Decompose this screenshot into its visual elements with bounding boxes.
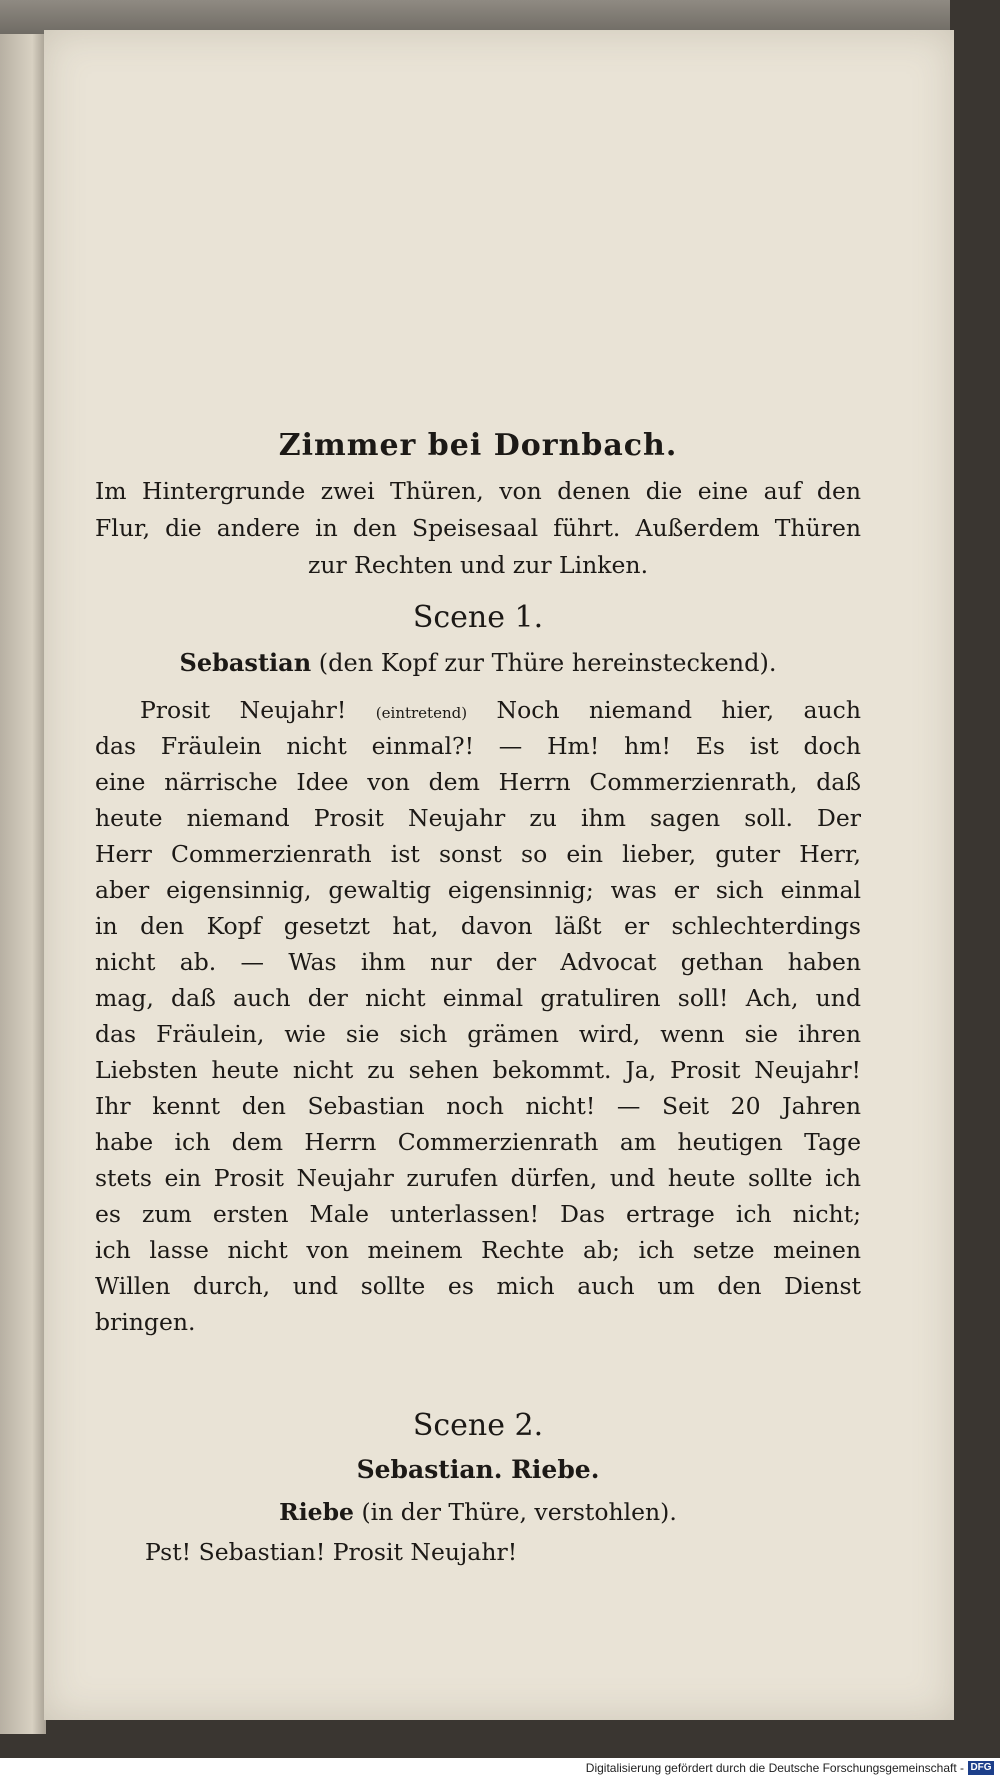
speech-line: bringen. [95, 1308, 196, 1336]
speaker-name: Riebe [279, 1498, 354, 1526]
speech-text: Noch niemand hier, auch [496, 696, 861, 724]
stage-direction-line: Flur, die andere in den Speisesaal führt. Außerdem Thüren [95, 514, 861, 542]
speaker-line [95, 648, 861, 677]
speech-line: heute niemand Prosit Neujahr zu ihm sagen soll. Der [95, 804, 861, 832]
speech-line: es zum ersten Male unterlassen! Das ertrage ich nicht; [95, 1200, 861, 1228]
speech-block [95, 690, 861, 1410]
inline-direction: (eintretend) [375, 704, 468, 722]
speech-line: stets ein Prosit Neujahr zurufen dürfen, und heute sollte ich [95, 1164, 861, 1192]
stage-direction-line: Im Hintergrunde zwei Thüren, von denen die eine auf den [95, 477, 861, 505]
funding-credit: Digitalisierung gefördert durch die Deutsche Forschungsgemeinschaft - [585, 1761, 964, 1775]
speech-line: Ihr kennt den Sebastian noch nicht! — Seit 20 Jahren [95, 1092, 861, 1120]
speech-line: nicht ab. — Was ihm nur der Advocat gethan haben [95, 948, 861, 976]
speech-line: das Fräulein nicht einmal?! — Hm! hm! Es ist doch [95, 732, 861, 760]
speech-line: in den Kopf gesetzt hat, davon läßt er schlechterdings [95, 912, 861, 940]
speech-line: habe ich dem Herrn Commerzienrath am heutigen Tage [95, 1128, 861, 1156]
speech-line: das Fräulein, wie sie sich grämen wird, wenn sie ihren [95, 1020, 861, 1048]
speech-line: eine närrische Idee von dem Herrn Commerzienrath, daß [95, 768, 861, 796]
scene-heading: Scene 1. [412, 600, 544, 635]
scene-heading: Scene 2. [412, 1408, 544, 1443]
speech-line: Willen durch, und sollte es mich auch um den Dienst [95, 1272, 861, 1300]
speech-line: Herr Commerzienrath ist sonst so ein lieber, guter Herr, [95, 840, 861, 868]
dfg-logo: DFG [968, 1761, 994, 1775]
speech-line: aber eigensinnig, gewaltig eigensinnig; was er sich einmal [95, 876, 861, 904]
speech-line: Liebsten heute nicht zu sehen bekommt. Ja, Prosit Neujahr! [95, 1056, 861, 1084]
book-top-edge [0, 0, 950, 34]
scene-characters: Sebastian. Riebe. [356, 1455, 600, 1484]
stage-direction [95, 473, 861, 547]
speaker-line [95, 1498, 861, 1526]
speech-line: Pst! Sebastian! Prosit Neujahr! [145, 1538, 518, 1566]
speaker-direction: (in der Thüre, verstohlen). [361, 1498, 677, 1526]
speech-line [140, 690, 861, 730]
speaker-name: Sebastian [179, 648, 312, 677]
speech-line: mag, daß auch der nicht einmal gratuliren soll! Ach, und [95, 984, 861, 1012]
speech-text: Prosit Neujahr! [140, 696, 347, 724]
stage-direction-line: zur Rechten und zur Linken. [307, 551, 649, 579]
speaker-direction: (den Kopf zur Thüre hereinsteckend). [318, 649, 777, 677]
setting-title: Zimmer bei Dornbach. [278, 428, 678, 463]
left-page-edge [0, 34, 46, 1734]
speech-line: ich lasse nicht von meinem Rechte ab; ich setze meinen [95, 1236, 861, 1264]
